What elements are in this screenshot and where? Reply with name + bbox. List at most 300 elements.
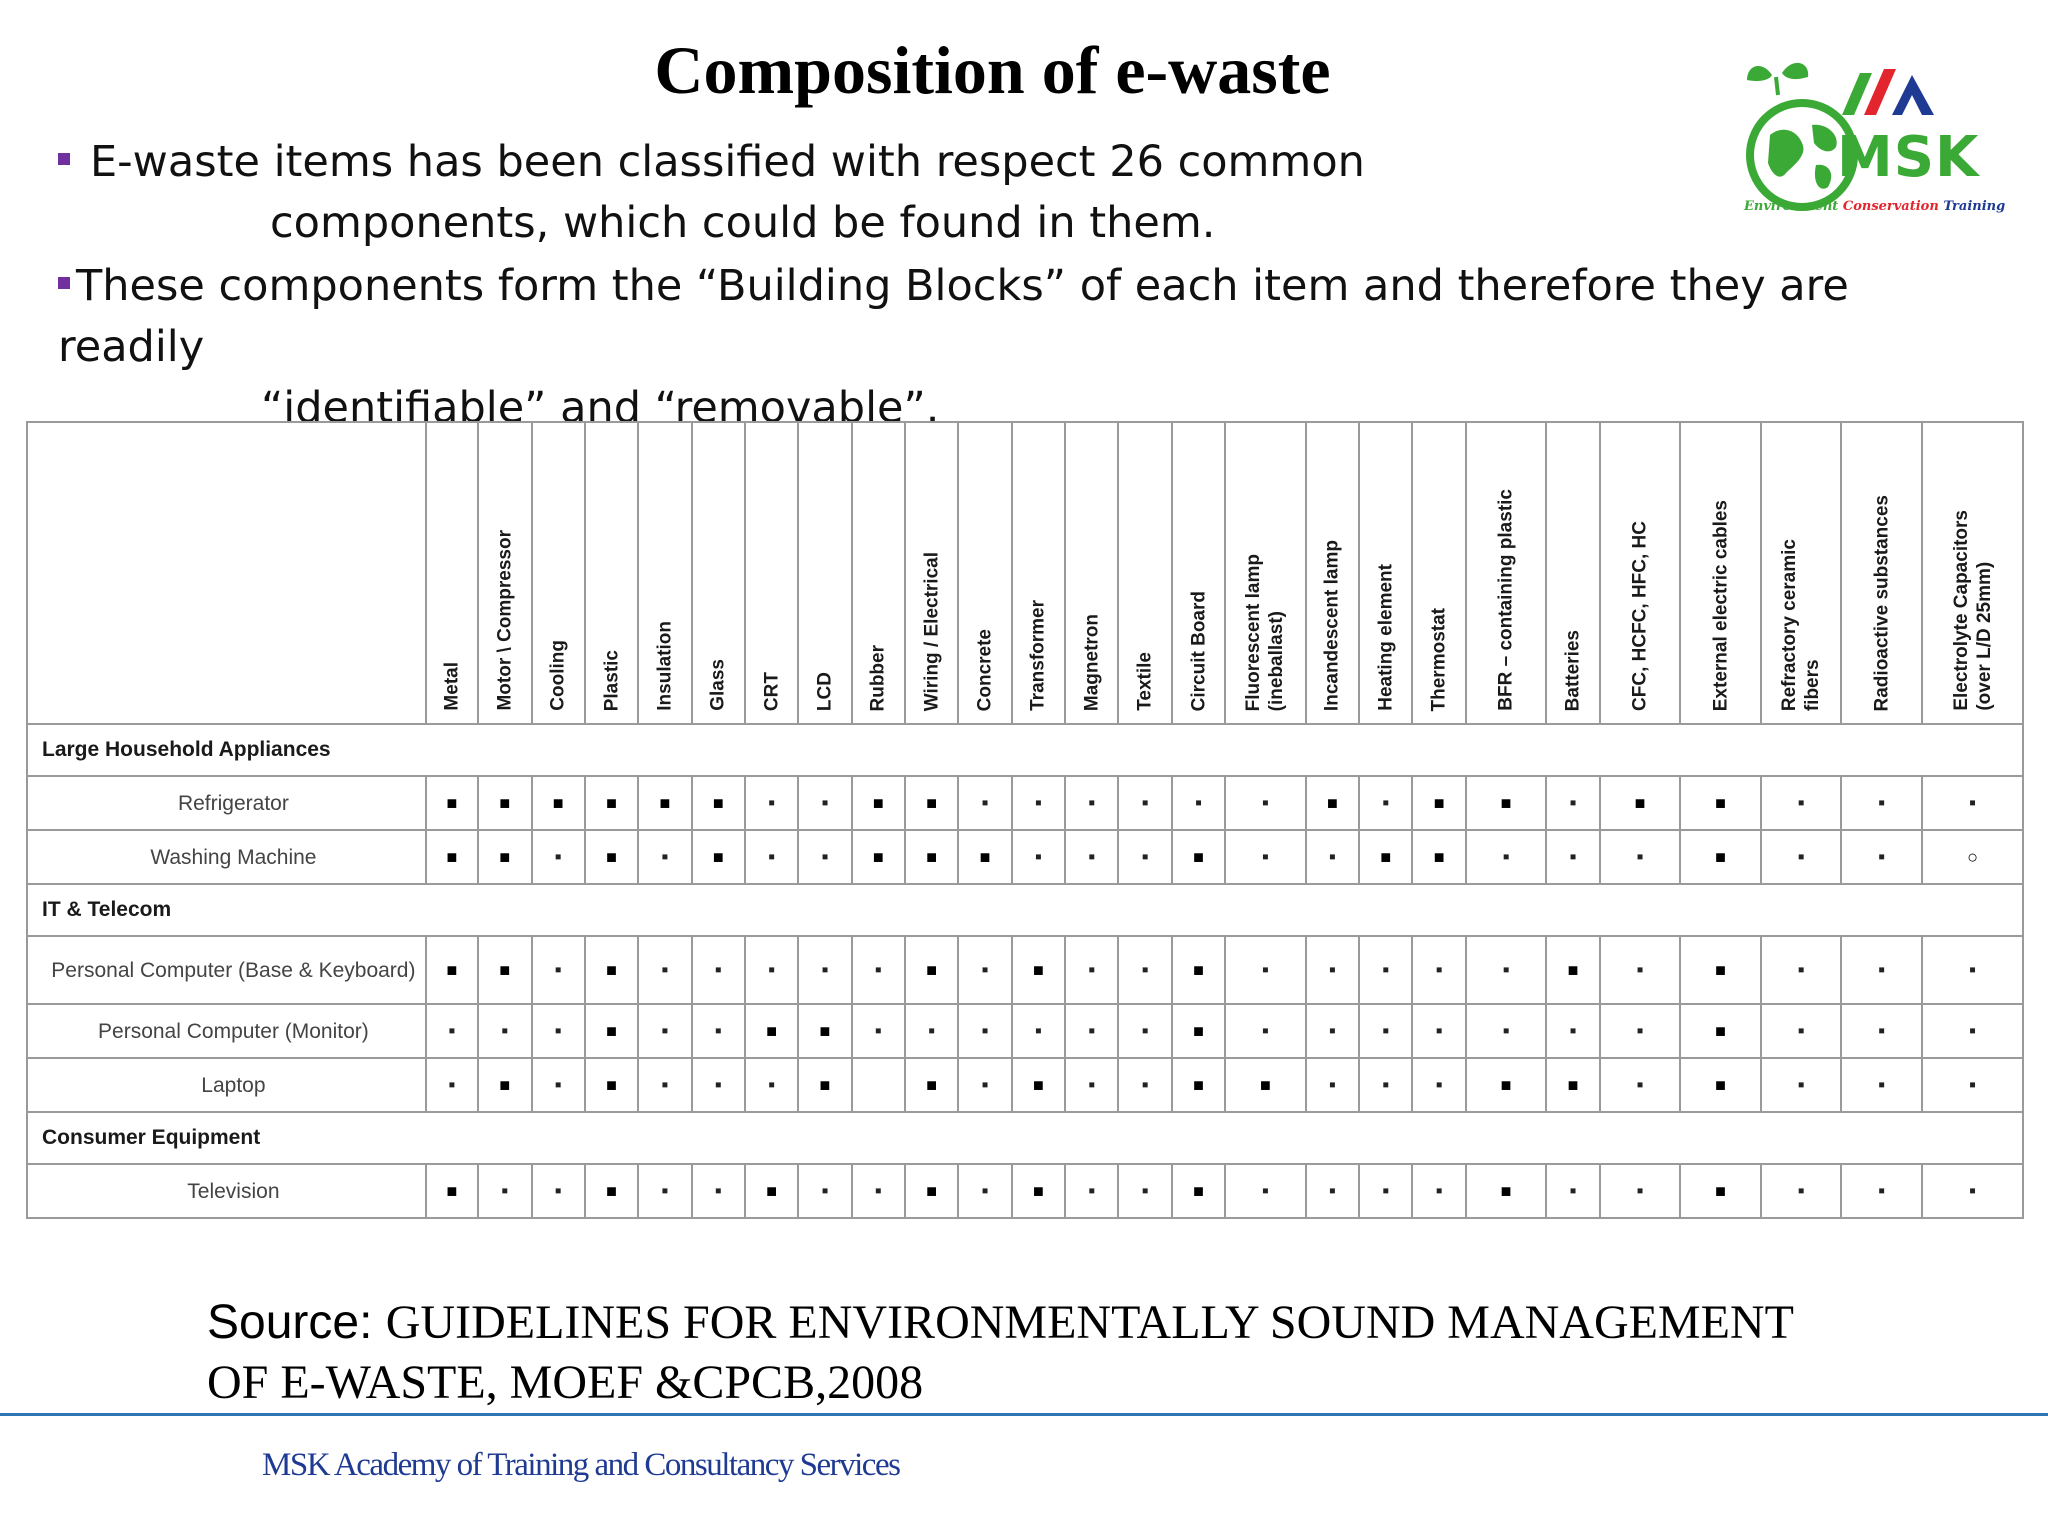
absent-marker-icon: ▪ [981, 958, 989, 981]
item-name: Personal Computer (Base & Keyboard) [27, 936, 426, 1004]
item-name: Television [27, 1164, 426, 1218]
absent-marker-icon: ▪ [821, 791, 829, 814]
logo-tagline-part: Training [1943, 199, 2006, 214]
present-marker-icon: ■ [1032, 1074, 1044, 1095]
absent-marker-icon: ▪ [1261, 791, 1270, 814]
table-cell [638, 1164, 691, 1218]
table-cell [1012, 1164, 1065, 1218]
present-marker-icon: ■ [606, 959, 617, 980]
table-cell [585, 1004, 638, 1058]
table-cell [638, 1004, 691, 1058]
table-cell [1065, 936, 1118, 1004]
table-cell [1225, 776, 1306, 830]
column-header-label: Heating element [1375, 564, 1397, 711]
column-header-label: CRT [761, 671, 783, 711]
table-cell [478, 1164, 531, 1218]
table-cell [426, 1058, 478, 1112]
table-cell [1761, 1004, 1842, 1058]
table-cell [1841, 1004, 1922, 1058]
table-cell [1225, 1058, 1306, 1112]
bullet-square-icon [58, 153, 70, 165]
absent-marker-icon: ▪ [1141, 1019, 1149, 1042]
present-marker-icon: ■ [712, 846, 724, 867]
table-cell [798, 936, 851, 1004]
absent-marker-icon: ▪ [1088, 791, 1096, 814]
table-cell [1172, 1058, 1225, 1112]
present-marker-icon: ■ [1193, 1074, 1204, 1095]
table-cell [426, 936, 478, 1004]
table-cell [585, 936, 638, 1004]
absent-marker-icon: ▪ [1261, 1179, 1270, 1202]
source-line: GUIDELINES FOR ENVIRONMENTALLY SOUND MANAGEMENT [385, 1296, 1794, 1349]
table-cell [426, 1164, 478, 1218]
column-header-label: Circuit Board [1188, 590, 1209, 711]
table-cell [1680, 936, 1761, 1004]
column-header-label: Electrolyte Capacitors (over L/D 25mm) [1950, 510, 1995, 711]
absent-marker-icon: ▪ [1968, 1019, 1977, 1042]
table-cell [692, 1004, 745, 1058]
item-name: Personal Computer (Monitor) [27, 1004, 426, 1058]
absent-marker-icon: ▪ [1636, 1019, 1644, 1042]
absent-marker-icon: ▪ [501, 1179, 509, 1202]
absent-marker-icon: ▪ [1636, 958, 1644, 981]
absent-marker-icon: ▪ [981, 1179, 989, 1202]
bullet-line: components, which could be found in them. [270, 198, 1216, 248]
table-cell [1172, 830, 1225, 884]
table-corner-cell [27, 422, 426, 724]
present-marker-icon: ■ [606, 1074, 617, 1095]
table-cell [905, 830, 958, 884]
column-header [958, 422, 1011, 724]
absent-marker-icon: ▪ [1141, 1073, 1149, 1096]
column-header-label: Insulation [654, 621, 676, 711]
table-cell [1306, 1058, 1359, 1112]
absent-marker-icon: ▪ [1034, 1019, 1042, 1042]
present-marker-icon: ■ [1433, 792, 1445, 813]
absent-marker-icon: ▪ [448, 1073, 456, 1096]
category-row [27, 884, 2023, 936]
table-cell [1600, 776, 1681, 830]
present-marker-icon: ■ [499, 792, 511, 813]
absent-marker-icon: ▪ [1636, 1179, 1644, 1202]
table-row [27, 776, 2023, 830]
absent-marker-icon: ▪ [1968, 958, 1977, 981]
table-cell [1922, 1058, 2023, 1112]
absent-marker-icon: ▪ [1797, 958, 1805, 981]
present-marker-icon: ■ [1193, 1020, 1204, 1041]
column-header-label: Glass [707, 659, 729, 711]
bullet-square-icon [58, 277, 70, 289]
absent-marker-icon: ▪ [714, 958, 722, 981]
absent-marker-icon: ▪ [1502, 1019, 1510, 1042]
absent-marker-icon: ▪ [1797, 1019, 1805, 1042]
absent-marker-icon: ▪ [1968, 1073, 1977, 1096]
present-marker-icon: ■ [446, 846, 458, 867]
table-cell [958, 776, 1011, 830]
present-marker-icon: ■ [1567, 959, 1579, 980]
table-cell [1466, 1004, 1547, 1058]
table-row [27, 1004, 2023, 1058]
table-cell [1306, 830, 1359, 884]
absent-marker-icon: ▪ [1034, 845, 1042, 868]
table-cell [852, 1058, 905, 1112]
item-name: Refrigerator [27, 776, 426, 830]
present-marker-icon: ■ [659, 792, 671, 813]
present-marker-icon: ■ [926, 846, 938, 867]
table-cell [1065, 1164, 1118, 1218]
column-header-label: Plastic [601, 649, 623, 711]
absent-marker-icon: ▪ [554, 1073, 562, 1096]
absent-marker-icon: ▪ [821, 1179, 829, 1202]
column-header-label: Wiring / Electrical [921, 551, 943, 711]
absent-marker-icon: ▪ [1797, 1179, 1805, 1202]
absent-marker-icon: ▪ [821, 958, 829, 981]
absent-marker-icon: ▪ [1328, 1179, 1336, 1202]
absent-marker-icon: ▪ [1878, 1179, 1886, 1202]
table-cell [745, 1058, 798, 1112]
table-cell [1600, 1164, 1681, 1218]
table-cell [1466, 830, 1547, 884]
present-marker-icon: ■ [926, 792, 938, 813]
table-cell [1680, 776, 1761, 830]
absent-marker-icon: ▪ [1382, 1019, 1390, 1042]
absent-marker-icon: ▪ [768, 845, 776, 868]
absent-marker-icon: ▪ [874, 1019, 882, 1042]
table-cell [692, 830, 745, 884]
absent-marker-icon: ▪ [1878, 958, 1886, 981]
column-header-label: LCD [814, 671, 836, 711]
present-marker-icon: ■ [1193, 1180, 1204, 1201]
absent-marker-icon: ▪ [1382, 791, 1390, 814]
column-header-label: External electric cables [1710, 499, 1732, 711]
table-cell [532, 936, 585, 1004]
table-cell [1172, 1004, 1225, 1058]
table-cell [426, 830, 478, 884]
absent-marker-icon: ▪ [1636, 1073, 1644, 1096]
table-cell [1761, 1164, 1842, 1218]
absent-marker-icon: ▪ [1382, 958, 1390, 981]
table-row [27, 1164, 2023, 1218]
table-cell [585, 1164, 638, 1218]
absent-marker-icon: ▪ [768, 791, 776, 814]
absent-marker-icon: ▪ [661, 1073, 669, 1096]
table-cell [1600, 936, 1681, 1004]
absent-marker-icon: ▪ [1088, 958, 1096, 981]
column-header [1306, 422, 1359, 724]
absent-marker-icon: ▪ [1435, 1179, 1443, 1202]
table-cell [585, 1058, 638, 1112]
table-cell [638, 1058, 691, 1112]
column-header [532, 422, 585, 724]
column-header-label: Cooling [547, 640, 569, 711]
table-cell [1922, 1004, 2023, 1058]
absent-marker-icon: ▪ [1088, 1019, 1096, 1042]
table-cell [692, 776, 745, 830]
absent-marker-icon: ▪ [1328, 1019, 1336, 1042]
logo-tagline [1744, 199, 2014, 214]
msk-logo [1742, 55, 2012, 235]
present-marker-icon: ■ [1715, 792, 1727, 813]
table-cell [1065, 1004, 1118, 1058]
table-cell [1118, 776, 1171, 830]
present-marker-icon: ■ [499, 959, 511, 980]
absent-marker-icon: ▪ [1382, 1073, 1390, 1096]
table-cell [1761, 830, 1842, 884]
table-cell [1546, 830, 1599, 884]
table-cell [958, 1164, 1011, 1218]
present-marker-icon: ■ [1193, 846, 1204, 867]
bullet-line: These components form the “Building Blocks” of each item and therefore they are readily [58, 261, 1849, 372]
table-cell [532, 776, 585, 830]
table-cell [1412, 936, 1465, 1004]
table-cell [905, 776, 958, 830]
absent-marker-icon: ▪ [661, 958, 669, 981]
absent-marker-icon: ▪ [874, 1179, 882, 1202]
column-header-label: Magnetron [1081, 613, 1103, 711]
absent-marker-icon: ▪ [1435, 1019, 1443, 1042]
table-cell [1012, 1058, 1065, 1112]
table-cell [798, 776, 851, 830]
present-marker-icon: ■ [1715, 1020, 1727, 1041]
table-cell [1466, 1164, 1547, 1218]
column-header [692, 422, 745, 724]
table-cell [1922, 830, 2023, 884]
column-header [1680, 422, 1761, 724]
present-marker-icon: ■ [1326, 792, 1338, 813]
absent-marker-icon: ▪ [1141, 958, 1149, 981]
table-cell [1359, 776, 1412, 830]
absent-marker-icon: ▪ [661, 845, 669, 868]
present-marker-icon: ■ [1260, 1074, 1271, 1095]
item-name: Washing Machine [27, 830, 426, 884]
source-line: OF E-WASTE, MOEF &CPCB,2008 [207, 1356, 924, 1409]
absent-marker-icon: ▪ [1569, 1019, 1577, 1042]
column-header-label: CFC, HCFC, HFC, HC [1629, 521, 1651, 711]
table-cell [958, 1004, 1011, 1058]
present-marker-icon: ■ [606, 846, 617, 867]
table-cell [1600, 1004, 1681, 1058]
column-header [798, 422, 851, 724]
bullet-line: E-waste items has been classified with respect 26 common [90, 137, 1365, 187]
present-marker-icon: ■ [712, 792, 724, 813]
column-header [1600, 422, 1681, 724]
table-cell [852, 936, 905, 1004]
present-marker-icon: ■ [819, 1020, 831, 1041]
column-header-label: Incandescent lamp [1321, 539, 1343, 711]
table-cell [852, 1004, 905, 1058]
table-cell [1065, 1058, 1118, 1112]
absent-marker-icon: ▪ [1034, 791, 1042, 814]
table-cell [1065, 830, 1118, 884]
table-cell [1225, 1164, 1306, 1218]
present-marker-icon: ■ [1567, 1074, 1579, 1095]
absent-marker-icon: ▪ [1141, 1179, 1149, 1202]
column-header-label: Fluorescent lamp (ineballast) [1243, 553, 1288, 711]
table-row [27, 1058, 2023, 1112]
column-header [1922, 422, 2023, 724]
table-cell [798, 1004, 851, 1058]
table-cell [1306, 1004, 1359, 1058]
absent-marker-icon: ▪ [1328, 958, 1336, 981]
present-marker-icon: ■ [1193, 959, 1204, 980]
table-cell [958, 830, 1011, 884]
table-row [27, 936, 2023, 1004]
logo-tagline-part: Environment [1744, 199, 1839, 214]
table-cell [798, 1058, 851, 1112]
table-cell [1065, 776, 1118, 830]
table-cell [1012, 830, 1065, 884]
present-marker-icon: ■ [766, 1180, 778, 1201]
table-cell [745, 936, 798, 1004]
absent-marker-icon: ▪ [1797, 1073, 1805, 1096]
table-cell [1466, 776, 1547, 830]
absent-marker-icon: ▪ [981, 791, 989, 814]
present-marker-icon: ■ [1500, 1074, 1512, 1095]
table-cell [1172, 936, 1225, 1004]
table-cell [1922, 1164, 2023, 1218]
absent-marker-icon: ▪ [1435, 1073, 1443, 1096]
bullet-line: “identifiable” and “removable”. [261, 383, 940, 433]
source-label: Source: [207, 1296, 386, 1349]
absent-marker-icon: ▪ [1328, 1073, 1336, 1096]
table-cell [1359, 936, 1412, 1004]
table-cell [1225, 936, 1306, 1004]
absent-marker-icon: ▪ [768, 958, 776, 981]
column-header [1841, 422, 1922, 724]
absent-marker-icon: ▪ [1878, 1019, 1886, 1042]
category-label: IT & Telecom [27, 884, 2023, 936]
table-cell [1841, 776, 1922, 830]
table-cell [1012, 776, 1065, 830]
present-marker-icon: ■ [819, 1074, 831, 1095]
absent-marker-icon: ▪ [661, 1019, 669, 1042]
table-cell [585, 776, 638, 830]
bullet-point [58, 132, 1458, 254]
category-row [27, 724, 2023, 776]
table-cell [426, 776, 478, 830]
column-header [478, 422, 531, 724]
table-cell [1306, 1164, 1359, 1218]
logo-brand-text: MSK [1837, 125, 1980, 190]
present-marker-icon: ■ [499, 1074, 511, 1095]
table-cell [1841, 936, 1922, 1004]
present-marker-icon: ■ [872, 792, 884, 813]
composition-table [26, 421, 2024, 1219]
absent-marker-icon: ▪ [874, 958, 882, 981]
table-row [27, 830, 2023, 884]
present-marker-icon: ■ [766, 1020, 778, 1041]
absent-marker-icon: ▪ [821, 845, 829, 868]
table-cell [798, 1164, 851, 1218]
table-cell [1412, 1164, 1465, 1218]
absent-marker-icon: ▪ [554, 845, 562, 868]
column-header-label: Textile [1134, 652, 1156, 711]
footer-text: MSK Academy of Training and Consultancy Services [262, 1447, 900, 1483]
table-cell [1412, 1004, 1465, 1058]
table-cell [905, 1058, 958, 1112]
column-header [1359, 422, 1412, 724]
table-cell [745, 1004, 798, 1058]
table-cell [1546, 1004, 1599, 1058]
table-cell [692, 936, 745, 1004]
table-cell [638, 830, 691, 884]
table-cell [1680, 830, 1761, 884]
table-cell [532, 1164, 585, 1218]
category-row [27, 1112, 2023, 1164]
absent-marker-icon: ▪ [1878, 1073, 1886, 1096]
absent-marker-icon: ▪ [1382, 1179, 1390, 1202]
absent-marker-icon: ▪ [501, 1019, 509, 1042]
table-cell [1012, 1004, 1065, 1058]
column-header [1225, 422, 1306, 724]
table-cell [1600, 1058, 1681, 1112]
present-marker-icon: ■ [872, 846, 884, 867]
present-marker-icon: ■ [446, 792, 458, 813]
table-cell [1306, 776, 1359, 830]
column-header [1546, 422, 1599, 724]
absent-marker-icon: ▪ [1797, 845, 1805, 868]
present-marker-icon: ■ [1032, 959, 1044, 980]
column-header-label: Thermostat [1428, 607, 1450, 711]
absent-marker-icon: ▪ [1968, 791, 1977, 814]
column-header-label: BFR – containing plastic [1495, 489, 1517, 711]
table-cell [1306, 936, 1359, 1004]
footer-divider [0, 1413, 2048, 1416]
table-cell [1680, 1164, 1761, 1218]
present-marker-icon: ■ [1380, 846, 1392, 867]
table-cell [1172, 1164, 1225, 1218]
table-cell [532, 1058, 585, 1112]
absent-marker-icon: ▪ [768, 1073, 776, 1096]
column-header-label: Transformer [1027, 600, 1049, 711]
table-cell [905, 1164, 958, 1218]
table-cell [745, 776, 798, 830]
table-cell [1359, 830, 1412, 884]
column-header [1172, 422, 1225, 724]
table-cell [1761, 776, 1842, 830]
table-cell [478, 1004, 531, 1058]
absent-marker-icon: ▪ [554, 958, 562, 981]
column-header [1466, 422, 1547, 724]
item-name: Laptop [27, 1058, 426, 1112]
present-marker-icon: ■ [926, 959, 938, 980]
table-cell [1118, 1058, 1171, 1112]
table-cell [852, 1164, 905, 1218]
column-header-label: Concrete [974, 628, 996, 711]
table-cell [478, 936, 531, 1004]
table-cell [745, 1164, 798, 1218]
absent-marker-icon: ▪ [661, 1179, 669, 1202]
absent-marker-icon: ▪ [1502, 958, 1510, 981]
table-cell [1546, 1058, 1599, 1112]
absent-marker-icon: ▪ [448, 1019, 456, 1042]
table-cell [1359, 1058, 1412, 1112]
absent-marker-icon: ▪ [1088, 845, 1096, 868]
absent-marker-icon: ▪ [1261, 845, 1270, 868]
table-cell [1172, 776, 1225, 830]
present-marker-icon: ■ [1715, 959, 1727, 980]
present-marker-icon: ■ [446, 959, 458, 980]
possible-marker-icon: ○ [1967, 846, 1978, 867]
present-marker-icon: ■ [926, 1180, 938, 1201]
bullet-point [58, 256, 1998, 439]
column-header-label: Radioactive substances [1871, 494, 1893, 711]
table-cell [478, 776, 531, 830]
absent-marker-icon: ▪ [1088, 1179, 1096, 1202]
column-header [585, 422, 638, 724]
table-cell [852, 776, 905, 830]
present-marker-icon: ■ [552, 792, 564, 813]
